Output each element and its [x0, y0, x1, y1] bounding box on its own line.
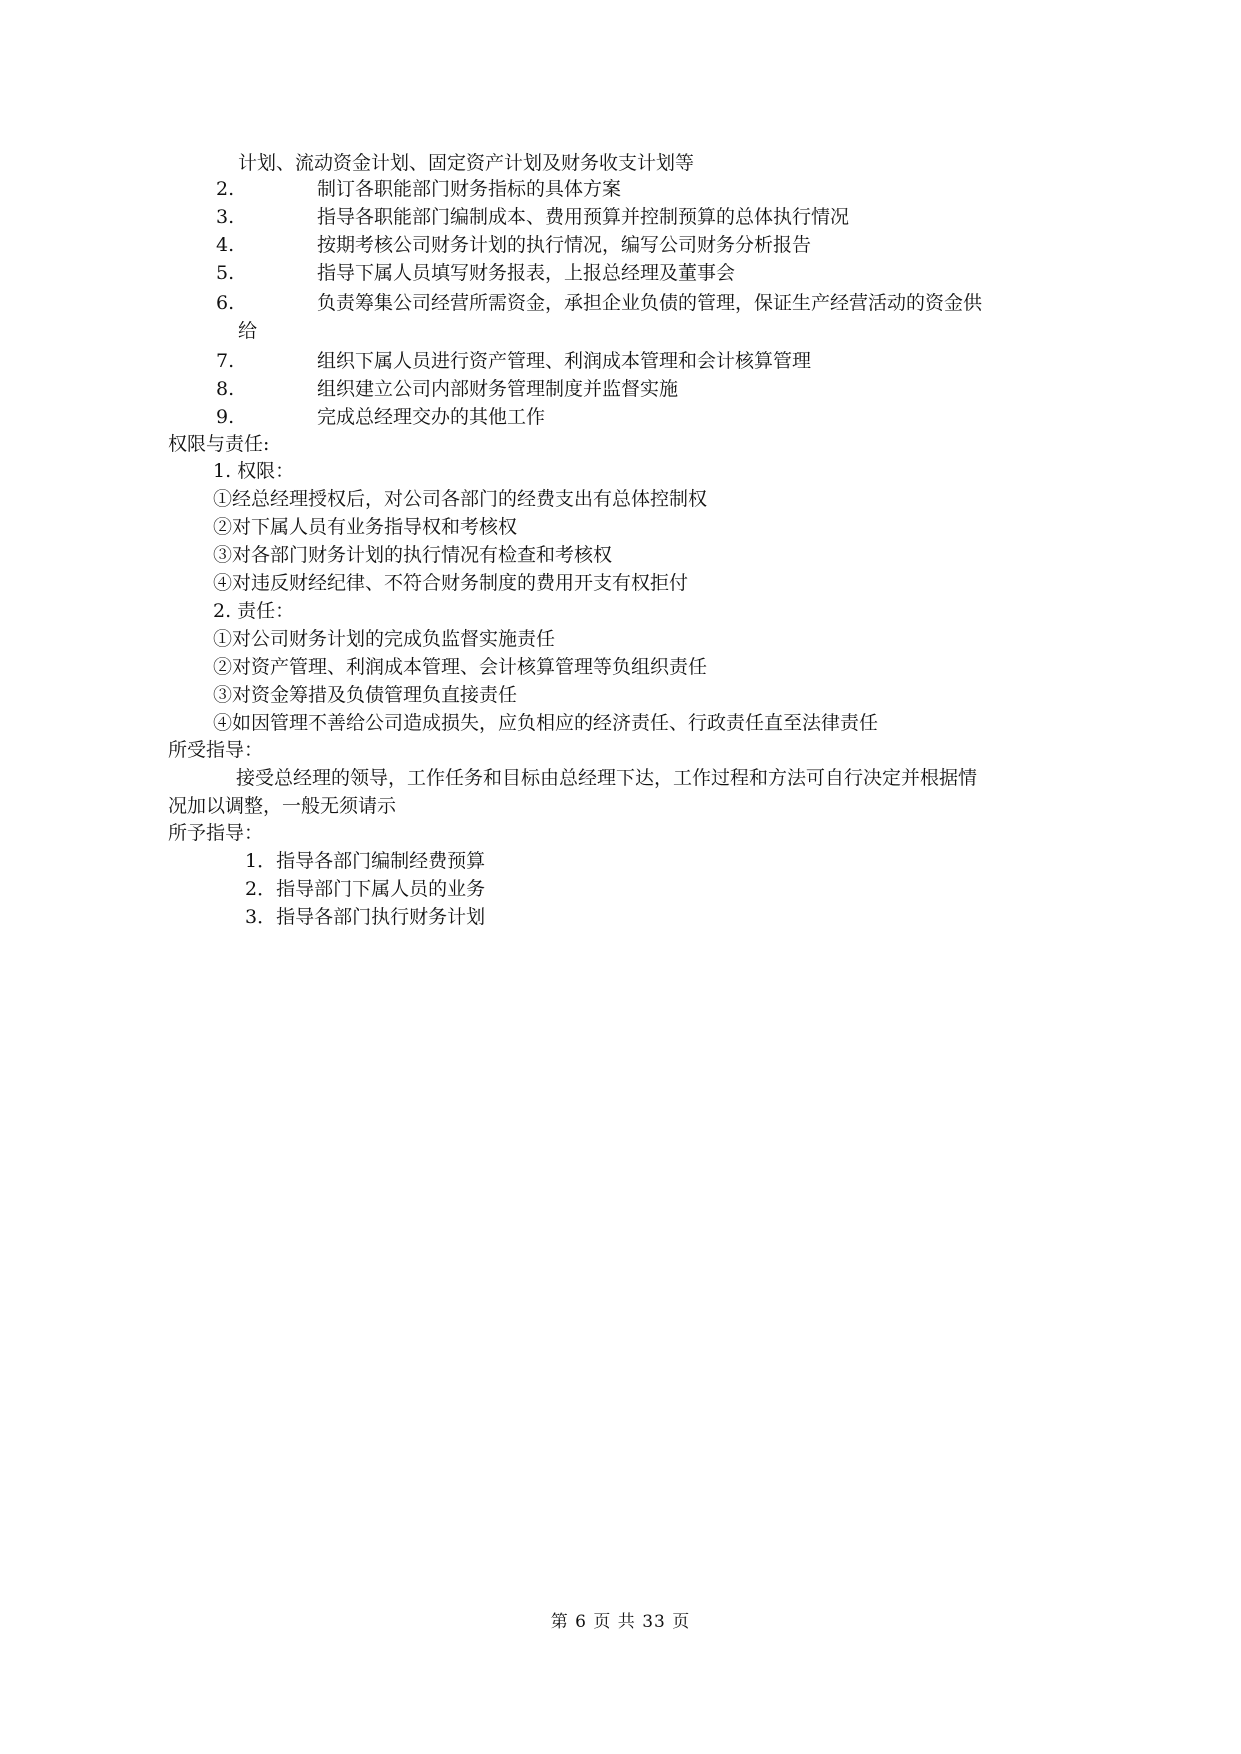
- given-guidance-item: 1．指导各部门编制经费预算: [245, 850, 486, 872]
- responsibility-item: ④如因管理不善给公司造成损失，应负相应的经济责任、行政责任直至法律责任: [213, 712, 879, 734]
- page-number-footer: 第 6 页 共 33 页: [550, 1612, 691, 1632]
- duty-text: 组织建立公司内部财务管理制度并监督实施: [317, 378, 679, 400]
- given-guidance-item: 2．指导部门下属人员的业务: [245, 878, 486, 900]
- responsibilities-heading: 2. 责任：: [213, 600, 295, 622]
- duty-number: 2.: [216, 178, 235, 200]
- duty-text-wrap: 给: [238, 320, 258, 342]
- power-item: ④对违反财经纪律、不符合财务制度的费用开支有权拒付: [213, 572, 689, 594]
- duty-number: 3.: [216, 206, 235, 228]
- section-heading-authority: 权限与责任:: [168, 433, 270, 455]
- duty-text: 负责筹集公司经营所需资金，承担企业负债的管理，保证生产经营活动的资金供: [317, 292, 983, 314]
- duty-number: 5.: [216, 262, 235, 284]
- duty-number: 7.: [216, 350, 235, 372]
- received-guidance-text: 接受总经理的领导，工作任务和目标由总经理下达，工作过程和方法可自行决定并根据情: [236, 767, 978, 789]
- powers-heading: 1. 权限：: [213, 460, 295, 482]
- section-heading-received-guidance: 所受指导：: [168, 739, 264, 761]
- duty-number: 4.: [216, 234, 235, 256]
- responsibility-item: ②对资产管理、利润成本管理、会计核算管理等负组织责任: [213, 656, 708, 678]
- responsibility-item: ③对资金筹措及负债管理负直接责任: [213, 684, 518, 706]
- power-item: ①经总经理授权后，对公司各部门的经费支出有总体控制权: [213, 488, 708, 510]
- duty-number: 6.: [216, 292, 235, 314]
- duty-text: 制订各职能部门财务指标的具体方案: [317, 178, 622, 200]
- section-heading-given-guidance: 所予指导：: [168, 822, 264, 844]
- duty-text: 指导下属人员填写财务报表，上报总经理及董事会: [317, 262, 736, 284]
- given-guidance-item: 3．指导各部门执行财务计划: [245, 906, 486, 928]
- duty-continuation: 计划、流动资金计划、固定资产计划及财务收支计划等: [238, 152, 695, 174]
- duty-text: 组织下属人员进行资产管理、利润成本管理和会计核算管理: [317, 350, 812, 372]
- power-item: ②对下属人员有业务指导权和考核权: [213, 516, 518, 538]
- duty-text: 完成总经理交办的其他工作: [317, 406, 546, 428]
- power-item: ③对各部门财务计划的执行情况有检查和考核权: [213, 544, 613, 566]
- duty-text: 指导各职能部门编制成本、费用预算并控制预算的总体执行情况: [317, 206, 850, 228]
- duty-text: 按期考核公司财务计划的执行情况，编写公司财务分析报告: [317, 234, 812, 256]
- responsibility-item: ①对公司财务计划的完成负监督实施责任: [213, 628, 556, 650]
- duty-number: 9.: [216, 406, 235, 428]
- received-guidance-text-wrap: 况加以调整，一般无须请示: [168, 795, 397, 817]
- duty-number: 8.: [216, 378, 235, 400]
